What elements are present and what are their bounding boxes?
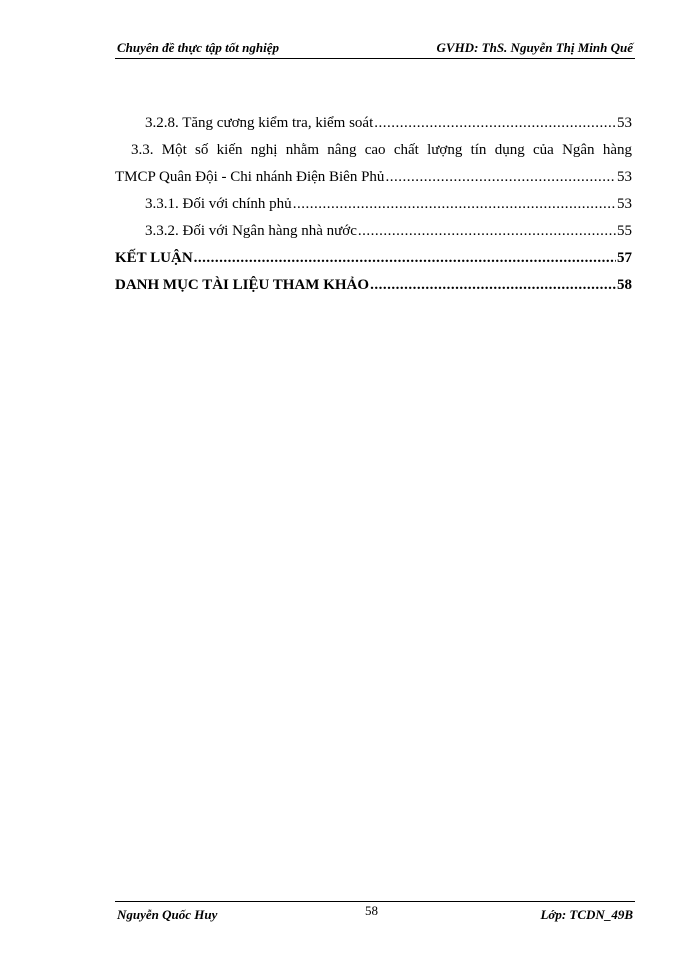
toc-dot-leader	[358, 218, 616, 245]
toc-entry-page: 55	[617, 223, 632, 239]
page-header	[115, 38, 635, 59]
footer-page-number: 58	[365, 903, 378, 918]
toc-entry-references[interactable]	[115, 272, 632, 299]
toc-entry-label: KẾT LUẬN	[115, 250, 193, 266]
toc-entry-page: 53	[617, 115, 632, 131]
header-document-title: Chuyên đề thực tập tốt nghiệp	[117, 40, 279, 55]
toc-entry-3-3-2[interactable]	[115, 218, 632, 245]
toc-entry-3-3-line1[interactable]: 3.3. Một số kiến nghị nhằm nâng cao chất lượng tín dụng của Ngân hàng	[131, 142, 632, 158]
toc-entry-page: 53	[617, 169, 632, 185]
header-supervisor: GVHD: ThS. Nguyễn Thị Minh Quế	[436, 40, 633, 55]
toc-dot-leader	[370, 272, 616, 299]
footer-class: Lớp: TCDN_49B	[540, 907, 633, 922]
page-footer	[115, 905, 635, 925]
toc-entry-label: TMCP Quân Đội - Chi nhánh Điện Biên Phủ	[115, 169, 385, 185]
footer-divider	[115, 901, 635, 902]
toc-entry-3-2-8[interactable]	[115, 110, 632, 137]
toc-entry-3-3-1[interactable]	[115, 191, 632, 218]
toc-entry-page: 53	[617, 196, 632, 212]
footer-author: Nguyễn Quốc Huy	[117, 907, 218, 922]
toc-dot-leader	[385, 164, 616, 191]
toc-entry-label: 3.3.2. Đối với Ngân hàng nhà nước	[145, 223, 357, 239]
toc-dot-leader	[194, 245, 616, 272]
toc-entry-label: 3.2.8. Tăng cương kiểm tra, kiểm soát	[145, 115, 374, 131]
toc-entry-label: DANH MỤC TÀI LIỆU THAM KHẢO	[115, 277, 370, 293]
toc-entry-label: 3.3.1. Đối với chính phủ	[145, 196, 292, 212]
toc-entry-conclusion[interactable]	[115, 245, 632, 272]
toc-entry-page: 58	[617, 277, 632, 293]
toc-entry-3-3[interactable]	[115, 164, 632, 191]
toc-dot-leader	[374, 110, 616, 137]
toc-dot-leader	[293, 191, 616, 218]
table-of-contents	[115, 110, 632, 299]
toc-entry-page: 57	[617, 250, 632, 266]
